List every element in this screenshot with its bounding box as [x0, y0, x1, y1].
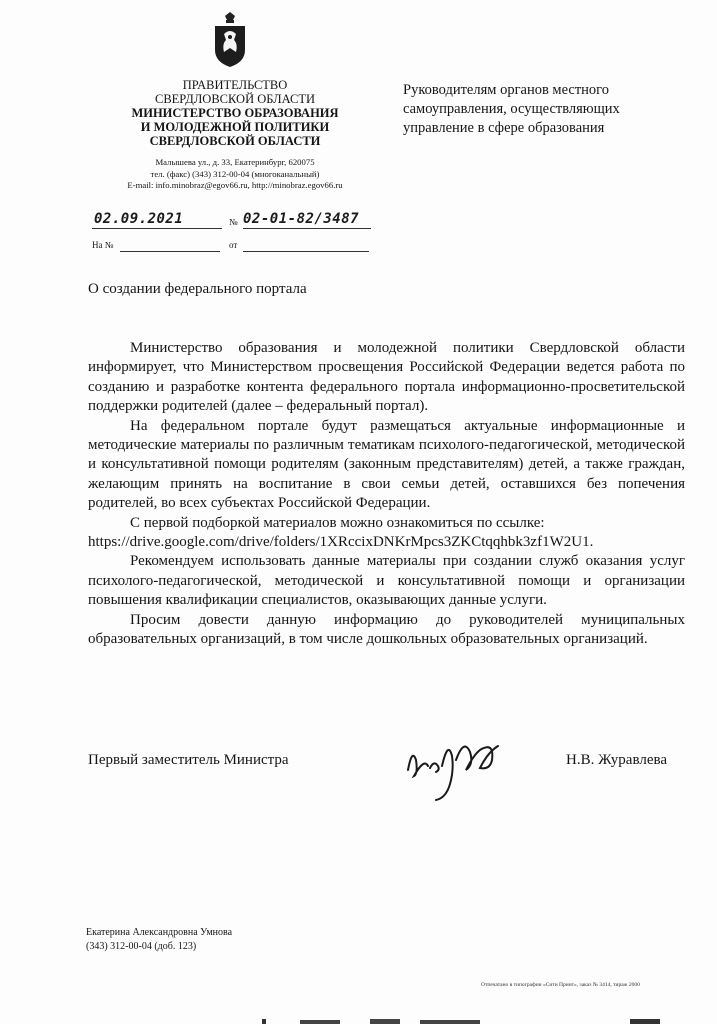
- date-field: [92, 210, 222, 229]
- from-line: [243, 251, 369, 252]
- ministry-header: [100, 78, 370, 148]
- signer-role: Первый заместитель Министра: [88, 752, 289, 768]
- recipient-line: самоуправления, осуществляющих: [403, 101, 620, 117]
- handwritten-signature: [404, 730, 514, 802]
- number-label: №: [229, 217, 238, 227]
- phone: тел. (факс) (343) 312-00-04 (многоканальный): [150, 168, 320, 179]
- ref-line: [120, 251, 220, 252]
- number-value: 02-01-82/3487: [243, 211, 360, 227]
- recipient-line: управление в сфере образования: [403, 120, 605, 136]
- signer-name: Н.В. Журавлева: [566, 752, 668, 768]
- executor-block: [86, 926, 232, 953]
- paragraph: С первой подборкой материалов можно ознакомиться по ссылке:: [130, 514, 545, 531]
- ministry-line: СВЕРДЛОВСКОЙ ОБЛАСТИ: [149, 134, 321, 148]
- link-url: https://drive.google.com/drive/folders/1XRccixDNKrMpcs3ZKCtqqhbk3zf1W2U1.: [88, 534, 594, 551]
- from-label: от: [229, 240, 238, 250]
- gov-line: ПРАВИТЕЛЬСТВО: [182, 78, 288, 92]
- scan-edge-marks: [0, 1017, 717, 1024]
- number-field: [243, 210, 371, 229]
- address: Малышева ул., д. 33, Екатеринбург, 620075: [155, 157, 315, 167]
- contacts-block: [96, 157, 374, 192]
- paragraph: На федеральном портале будут размещаться актуальные информационные и методические материалы по различным тематикам психолого-педагогической, методической и консультативной помощи родителям (законным представителям) детей, а также граждан, желающим принять на воспитание в свои семьи детей, оставшихся без попечения родителей, во всех субъектах Российской Федерации.: [88, 417, 685, 512]
- paragraph: Просим довести данную информацию до руководителей муниципальных образовательных организаций, в том числе дошкольных образовательных организаций.: [88, 611, 685, 648]
- print-note: Отпечатано в типографии «Сити Принт», заказ № 3414, тираж 2000: [481, 982, 640, 988]
- ministry-line: МИНИСТЕРСТВО ОБРАЗОВАНИЯ: [131, 106, 339, 120]
- paragraph: Министерство образования и молодежной политики Свердловской области информирует, что Министерством просвещения Российской Федерации ведется работа по созданию и разработке контента федерального портала информационно-просветительской поддержки родителей (далее – федеральный портал).: [88, 340, 685, 415]
- recipient-line: Руководителям органов местного: [403, 82, 610, 98]
- ref-label: На №: [92, 240, 114, 250]
- letter-body: [88, 339, 685, 650]
- paragraph: Рекомендуем использовать данные материалы при создании служб оказания услуг психолого-педагогической, методической и консультативной помощи и организации повышения квалификации специалистов, оказывающих данные услуги.: [88, 553, 685, 609]
- date-value: 02.09.2021: [94, 211, 184, 227]
- gov-line: СВЕРДЛОВСКОЙ ОБЛАСТИ: [154, 92, 315, 106]
- ministry-line: И МОЛОДЕЖНОЙ ПОЛИТИКИ: [140, 120, 330, 134]
- executor-name: Екатерина Александровна Умнова: [86, 927, 233, 938]
- coat-of-arms-icon: [212, 10, 248, 68]
- email: E-mail: info.minobraz@egov66.ru, http://minobraz.egov66.ru: [127, 180, 343, 190]
- subject: О создании федерального портала: [88, 281, 307, 297]
- executor-phone: (343) 312-00-04 (доб. 123): [86, 940, 197, 952]
- recipient: [403, 81, 703, 138]
